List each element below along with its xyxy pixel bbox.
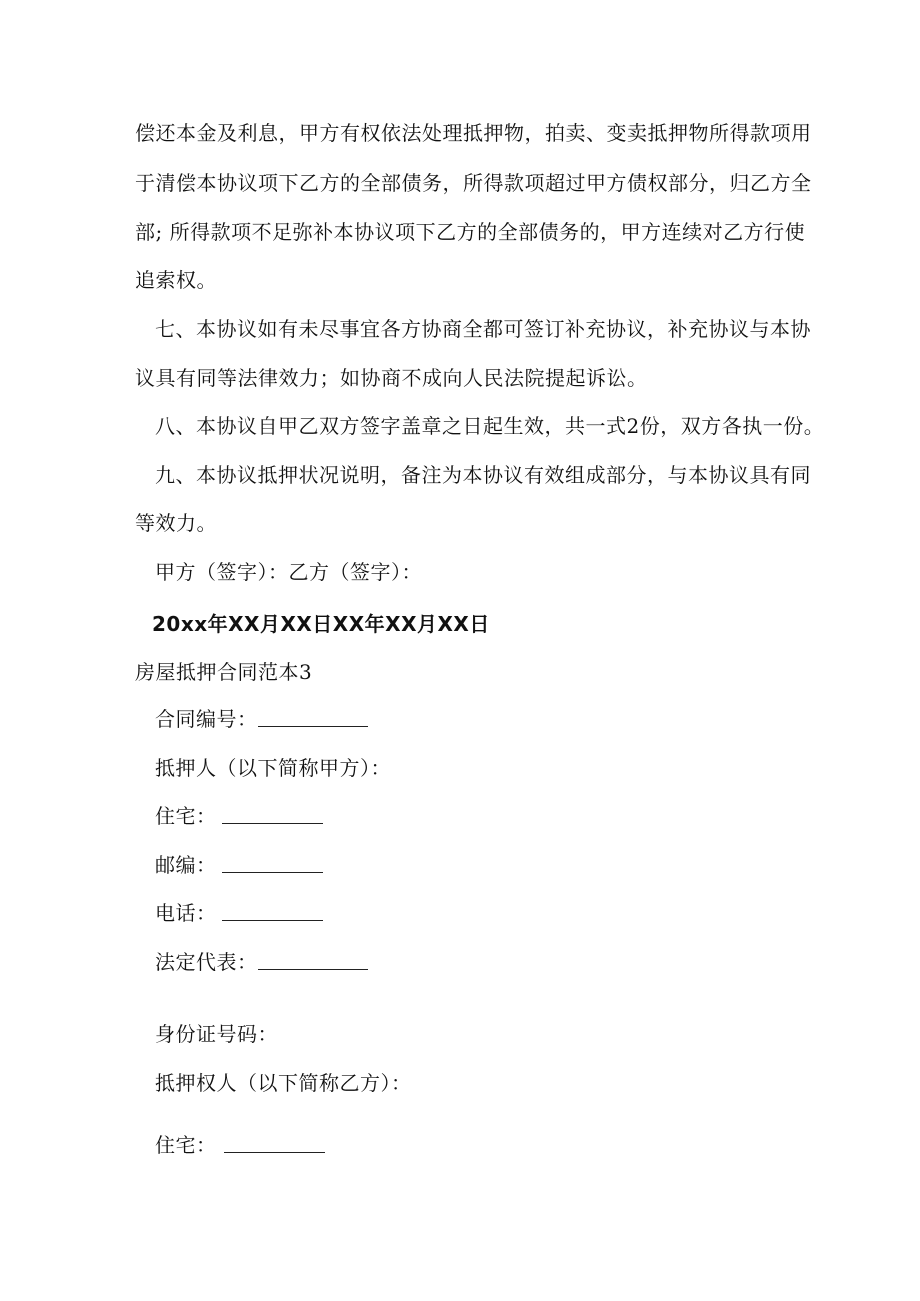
clause-6-line-4: 追索权。 bbox=[135, 268, 217, 292]
residence-blank bbox=[222, 823, 323, 824]
signature-dates: 20xx年XX月XX日XX年XX月XX日 bbox=[152, 612, 490, 636]
clause-9-line-2: 等效力。 bbox=[135, 511, 217, 535]
contract-number-label: 合同编号： bbox=[155, 707, 258, 731]
residence-2-blank bbox=[224, 1152, 325, 1153]
clause-8-line-1: 八、本协议自甲乙双方签字盖章之日起生效，共一式2份，双方各执一份。 bbox=[155, 414, 825, 438]
signature-parties: 甲方（签字）：乙方（签字）： bbox=[155, 560, 422, 584]
clause-7-line-1: 七、本协议如有未尽事宜各方协商全都可签订补充协议，补充协议与本协 bbox=[155, 317, 811, 341]
mortgagee-label: 抵押权人（以下简称乙方）： bbox=[155, 1071, 412, 1095]
legal-representative-label: 法定代表： bbox=[155, 950, 258, 974]
phone-blank bbox=[222, 920, 323, 921]
clause-9-line-1: 九、本协议抵押状况说明，备注为本协议有效组成部分，与本协议具有同 bbox=[155, 463, 811, 487]
legal-representative-blank bbox=[258, 969, 368, 970]
clause-6-line-3: 部; 所得款项不足弥补本协议项下乙方的全部债务的，甲方连续对乙方行使 bbox=[135, 220, 806, 244]
contract-3-title: 房屋抵押合同范本3 bbox=[135, 660, 313, 684]
clause-6-line-2: 于清偿本协议项下乙方的全部债务，所得款项超过甲方债权部分，归乙方全 bbox=[135, 171, 812, 195]
phone-label: 电话： bbox=[155, 901, 217, 925]
contract-number-blank bbox=[258, 726, 368, 727]
clause-7-line-2: 议具有同等法律效力；如协商不成向人民法院提起诉讼。 bbox=[135, 366, 648, 390]
residence-2-label: 住宅： bbox=[155, 1133, 217, 1157]
mortgagor-label: 抵押人（以下简称甲方）： bbox=[155, 756, 391, 780]
id-number-label: 身份证号码： bbox=[155, 1022, 278, 1046]
clause-6-line-1: 偿还本金及利息，甲方有权依法处理抵押物，拍卖、变卖抵押物所得款项用 bbox=[135, 121, 812, 145]
residence-label: 住宅： bbox=[155, 804, 217, 828]
postcode-label: 邮编： bbox=[155, 853, 217, 877]
postcode-blank bbox=[222, 872, 323, 873]
